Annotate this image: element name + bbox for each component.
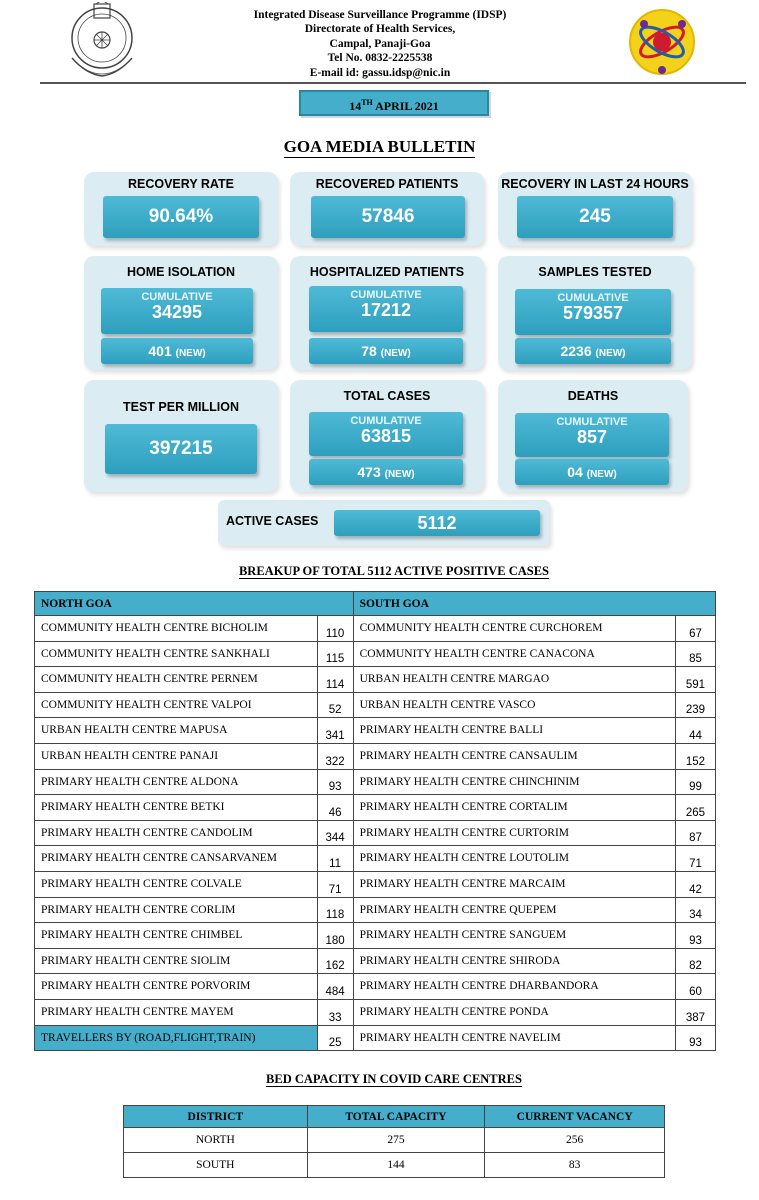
table-header-row (35, 592, 716, 616)
health-centre-cell: PRIMARY HEALTH CENTRE DHARBANDORA (353, 974, 675, 1000)
header-divider (40, 82, 746, 84)
table-row (35, 692, 716, 718)
card-hospitalized (290, 256, 484, 370)
health-centre-cell: URBAN HEALTH CENTRE MARGAO (353, 667, 675, 693)
health-centre-cell: PRIMARY HEALTH CENTRE CURTORIM (353, 820, 675, 846)
case-count-cell: 82 (675, 948, 715, 974)
table-row (124, 1128, 665, 1153)
column-header: DISTRICT (124, 1106, 308, 1128)
north-goa-header: NORTH GOA (35, 592, 354, 616)
deaths-cumulative: CUMULATIVE 857 (515, 413, 669, 457)
header-address (190, 8, 570, 80)
card-recovery-rate (84, 172, 278, 246)
case-count-cell: 33 (317, 999, 353, 1025)
card-total-cases (290, 380, 484, 492)
case-count-cell: 71 (675, 846, 715, 872)
case-count-cell: 71 (317, 871, 353, 897)
table-row (35, 667, 716, 693)
deaths-new: 04 (NEW) (515, 459, 669, 485)
page-title: GOA MEDIA BULLETIN (283, 137, 476, 156)
header-line: E-mail id: gassu.idsp@nic.in (309, 66, 451, 79)
header-line: Campal, Panaji-Goa (329, 37, 431, 50)
case-count-cell: 344 (317, 820, 353, 846)
samples-new: 2236 (NEW) (515, 338, 671, 364)
header-line: Integrated Disease Surveillance Programme (IDSP) (253, 9, 507, 21)
breakup-table (34, 591, 716, 1051)
health-centre-cell: TRAVELLERS BY (ROAD,FLIGHT,TRAIN) (35, 1025, 318, 1051)
samples-cumulative: CUMULATIVE 579357 (515, 289, 671, 335)
card-label: RECOVERED PATIENTS (315, 177, 459, 191)
table-header-row (124, 1106, 665, 1128)
home-isolation-cumulative: CUMULATIVE 34295 (101, 288, 253, 334)
card-home-isolation (84, 256, 278, 370)
column-header: TOTAL CAPACITY (307, 1106, 485, 1128)
active-cases-label: ACTIVE CASES (226, 514, 319, 528)
table-row (35, 743, 716, 769)
health-centre-cell: COMMUNITY HEALTH CENTRE SANKHALI (35, 641, 318, 667)
card-label: RECOVERY RATE (127, 177, 235, 191)
case-count-cell: 110 (317, 616, 353, 642)
case-count-cell: 44 (675, 718, 715, 744)
bed-cell: 275 (307, 1128, 485, 1153)
table-row (35, 923, 716, 949)
case-count-cell: 87 (675, 820, 715, 846)
case-count-cell: 591 (675, 667, 715, 693)
recovery-24h-value: 245 (517, 196, 673, 238)
case-count-cell: 180 (317, 923, 353, 949)
health-centre-cell: PRIMARY HEALTH CENTRE MARCAIM (353, 871, 675, 897)
home-isolation-new: 401 (NEW) (101, 338, 253, 364)
table-row (35, 1025, 716, 1051)
breakup-heading: BREAKUP OF TOTAL 5112 ACTIVE POSITIVE CASES (238, 564, 550, 578)
table-row (35, 641, 716, 667)
bed-cell: SOUTH (124, 1153, 308, 1178)
card-samples-tested (498, 256, 692, 370)
case-count-cell: 115 (317, 641, 353, 667)
table-row (35, 948, 716, 974)
health-centre-cell: PRIMARY HEALTH CENTRE BALLI (353, 718, 675, 744)
health-centre-cell: PRIMARY HEALTH CENTRE PORVORIM (35, 974, 318, 1000)
recovered-value: 57846 (311, 196, 465, 238)
bed-capacity-table (123, 1105, 665, 1178)
table-row (35, 718, 716, 744)
case-count-cell: 265 (675, 795, 715, 821)
table-row (35, 795, 716, 821)
health-centre-cell: COMMUNITY HEALTH CENTRE CURCHOREM (353, 616, 675, 642)
case-count-cell: 341 (317, 718, 353, 744)
total-cases-new: 473 (NEW) (309, 459, 463, 485)
health-centre-cell: URBAN HEALTH CENTRE VASCO (353, 692, 675, 718)
health-centre-cell: PRIMARY HEALTH CENTRE CORTALIM (353, 795, 675, 821)
card-label: SAMPLES TESTED (538, 265, 652, 279)
case-count-cell: 162 (317, 948, 353, 974)
health-centre-cell: COMMUNITY HEALTH CENTRE BICHOLIM (35, 616, 318, 642)
test-per-million-value: 397215 (105, 424, 257, 474)
case-count-cell: 93 (317, 769, 353, 795)
hospitalized-cumulative: CUMULATIVE 17212 (309, 286, 463, 332)
card-label: HOME ISOLATION (126, 265, 236, 279)
date-suffix: TH (361, 98, 373, 107)
bed-cell: NORTH (124, 1128, 308, 1153)
south-goa-header: SOUTH GOA (353, 592, 715, 616)
health-centre-cell: PRIMARY HEALTH CENTRE SIOLIM (35, 948, 318, 974)
active-cases-value: 5112 (334, 510, 540, 536)
table-row (35, 769, 716, 795)
health-centre-cell: PRIMARY HEALTH CENTRE COLVALE (35, 871, 318, 897)
bulletin-date (299, 90, 489, 116)
case-count-cell: 322 (317, 743, 353, 769)
case-count-cell: 60 (675, 974, 715, 1000)
idsp-logo-icon (622, 4, 702, 78)
table-row (124, 1153, 665, 1178)
case-count-cell: 25 (317, 1025, 353, 1051)
case-count-cell: 239 (675, 692, 715, 718)
date-rest: APRIL 2021 (372, 99, 439, 113)
card-label: TEST PER MILLION (123, 400, 239, 414)
header (0, 0, 759, 84)
health-centre-cell: URBAN HEALTH CENTRE PANAJI (35, 743, 318, 769)
case-count-cell: 42 (675, 871, 715, 897)
header-line: Tel No. 0832-2225538 (327, 52, 433, 65)
health-centre-cell: PRIMARY HEALTH CENTRE CANDOLIM (35, 820, 318, 846)
card-recovered (290, 172, 484, 246)
card-label: HOSPITALIZED PATIENTS (309, 265, 465, 279)
health-centre-cell: PRIMARY HEALTH CENTRE LOUTOLIM (353, 846, 675, 872)
column-header: CURRENT VACANCY (485, 1106, 665, 1128)
health-centre-cell: PRIMARY HEALTH CENTRE ALDONA (35, 769, 318, 795)
health-centre-cell: PRIMARY HEALTH CENTRE PONDA (353, 999, 675, 1025)
health-centre-cell: COMMUNITY HEALTH CENTRE CANACONA (353, 641, 675, 667)
health-centre-cell: COMMUNITY HEALTH CENTRE PERNEM (35, 667, 318, 693)
government-emblem-icon (66, 2, 138, 80)
health-centre-cell: PRIMARY HEALTH CENTRE NAVELIM (353, 1025, 675, 1051)
case-count-cell: 484 (317, 974, 353, 1000)
header-line: Directorate of Health Services, (304, 23, 456, 36)
case-count-cell: 34 (675, 897, 715, 923)
card-label: TOTAL CASES (343, 389, 431, 403)
case-count-cell: 93 (675, 923, 715, 949)
case-count-cell: 11 (317, 846, 353, 872)
health-centre-cell: COMMUNITY HEALTH CENTRE VALPOI (35, 692, 318, 718)
case-count-cell: 52 (317, 692, 353, 718)
table-row (35, 820, 716, 846)
case-count-cell: 93 (675, 1025, 715, 1051)
recovery-rate-value: 90.64% (103, 196, 259, 238)
date-day: 14 (349, 99, 362, 113)
bed-cell: 83 (485, 1153, 665, 1178)
health-centre-cell: URBAN HEALTH CENTRE MAPUSA (35, 718, 318, 744)
case-count-cell: 118 (317, 897, 353, 923)
table-row (35, 616, 716, 642)
case-count-cell: 152 (675, 743, 715, 769)
total-cases-cumulative: CUMULATIVE 63815 (309, 412, 463, 456)
case-count-cell: 46 (317, 795, 353, 821)
beds-heading: BED CAPACITY IN COVID CARE CENTRES (266, 1072, 522, 1086)
health-centre-cell: PRIMARY HEALTH CENTRE CHINCHINIM (353, 769, 675, 795)
case-count-cell: 114 (317, 667, 353, 693)
health-centre-cell: PRIMARY HEALTH CENTRE BETKI (35, 795, 318, 821)
bed-cell: 256 (485, 1128, 665, 1153)
card-recovery-24h (498, 172, 692, 246)
health-centre-cell: PRIMARY HEALTH CENTRE CHIMBEL (35, 923, 318, 949)
card-active-cases (218, 500, 550, 546)
health-centre-cell: PRIMARY HEALTH CENTRE SHIRODA (353, 948, 675, 974)
case-count-cell: 85 (675, 641, 715, 667)
table-row (35, 999, 716, 1025)
health-centre-cell: PRIMARY HEALTH CENTRE SANGUEM (353, 923, 675, 949)
table-row (35, 846, 716, 872)
table-row (35, 871, 716, 897)
health-centre-cell: PRIMARY HEALTH CENTRE CORLIM (35, 897, 318, 923)
hospitalized-new: 78 (NEW) (309, 338, 463, 364)
card-label: RECOVERY IN LAST 24 HOURS (501, 177, 689, 191)
card-deaths (498, 380, 688, 492)
health-centre-cell: PRIMARY HEALTH CENTRE CANSAULIM (353, 743, 675, 769)
health-centre-cell: PRIMARY HEALTH CENTRE MAYEM (35, 999, 318, 1025)
health-centre-cell: PRIMARY HEALTH CENTRE CANSARVANEM (35, 846, 318, 872)
case-count-cell: 387 (675, 999, 715, 1025)
case-count-cell: 99 (675, 769, 715, 795)
card-test-per-million (84, 380, 278, 492)
table-row (35, 974, 716, 1000)
health-centre-cell: PRIMARY HEALTH CENTRE QUEPEM (353, 897, 675, 923)
card-label: DEATHS (567, 389, 619, 403)
case-count-cell: 67 (675, 616, 715, 642)
table-row (35, 897, 716, 923)
bed-cell: 144 (307, 1153, 485, 1178)
